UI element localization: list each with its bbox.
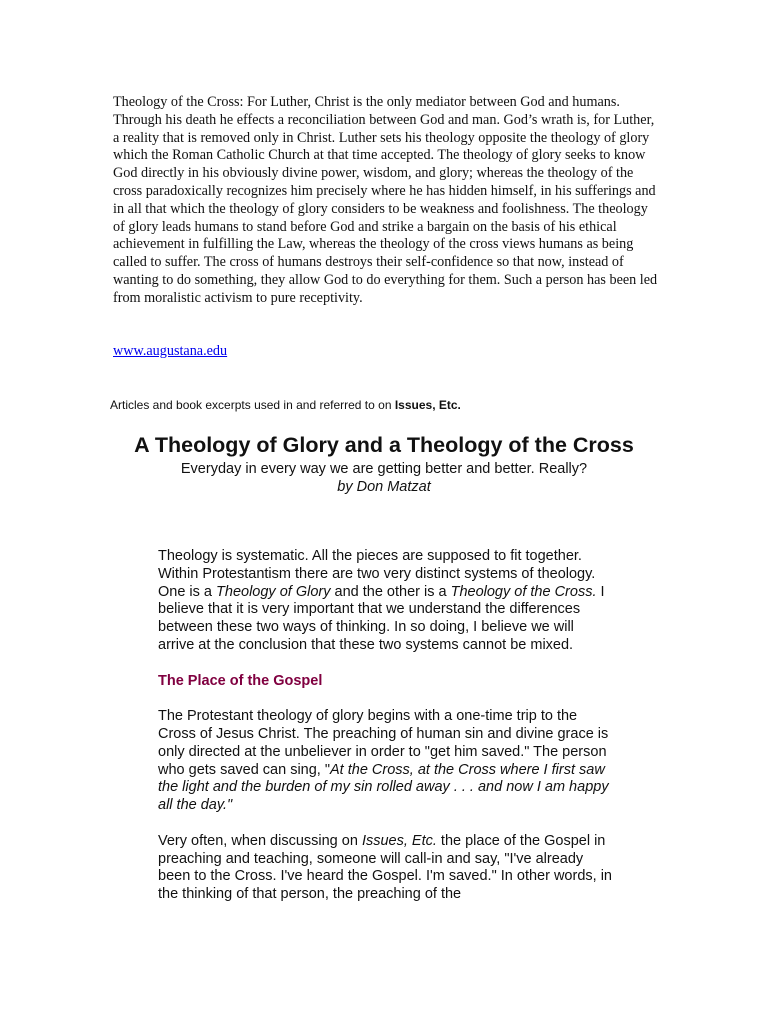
section-heading: The Place of the Gospel bbox=[158, 672, 323, 689]
paragraph-text: I believe that it is very important that we understand the differences between these two ways of thinking. In so doing, I believe we will arrive at the conclusion that these two systems cannot be mixed. bbox=[158, 583, 605, 653]
luther-definition bbox=[113, 94, 661, 308]
emphasis-text: Theology of Glory bbox=[216, 583, 331, 600]
paragraph-text: and the other is a bbox=[330, 583, 451, 600]
paragraph-text: Very often, when discussing on bbox=[158, 832, 362, 849]
body-paragraph bbox=[158, 708, 613, 815]
article-title: A Theology of Glory and a Theology of the Cross bbox=[134, 433, 634, 457]
article-subtitle: Everyday in every way we are getting better and better. Really? bbox=[180, 461, 588, 477]
augustana-link[interactable]: www.augustana.edu bbox=[113, 343, 228, 359]
paragraph-text: Theology is systematic. All the pieces are supposed to fit together. Within Protestantism there are two very distinct systems of theology. One is a bbox=[158, 548, 596, 600]
body-paragraph bbox=[158, 833, 613, 904]
emphasis-text: Issues, Etc. bbox=[361, 832, 437, 849]
article-header bbox=[0, 430, 768, 496]
paragraph-text: the place of the Gospel in preaching and teaching, someone will call-in and say, "I've already been to the Cross. I've heard the Gospel. I'm saved." In other words, in the thinking of that person, the preaching of the bbox=[158, 832, 612, 903]
intro-prefix: Articles and book excerpts used in and referred to on bbox=[110, 398, 395, 412]
paragraph-text: The Protestant theology of glory begins with a one-time trip to the Cross of Jesus Christ. The preaching of human sin and divine grace is only directed at the unbeliever in order to "get him saved." The person who gets saved can sing, " bbox=[158, 708, 609, 778]
program-name: Issues, Etc. bbox=[394, 398, 461, 412]
article-body bbox=[158, 548, 613, 922]
body-paragraph bbox=[158, 548, 613, 655]
emphasis-text: Theology of the Cross. bbox=[450, 583, 597, 600]
article-byline: by Don Matzat bbox=[337, 479, 431, 495]
hymn-quote: At the Cross, at the Cross where I first saw the light and the burden of my sin rolled away . . . and now I am happy all the day." bbox=[158, 761, 609, 814]
definition-paragraph: Theology of the Cross: For Luther, Christ is the only mediator between God and humans. Through his death he effects a reconciliation between God and man. God’s wrath is, for Luther, a reality that is removed only in Christ. Luther sets his theology opposite the theology of glory which the Roman Catholic Church at that time accepted. The theology of glory seeks to know God directly in his obviously divine power, wisdom, and glory; whereas the theology of the cross paradoxically recognizes him precisely where he has hidden himself, in his sufferings and in all that which the theology of glory considers to be weakness and foolishness. The theology of glory leads humans to stand before God and strike a bargain on the basis of his ethical achievement in fulfilling the Law, whereas the theology of the cross views humans as being called to suffer. The cross of humans destroys their self-confidence so that now, instead of wanting to do something, they allow God to do everything for them. Such a person has been led from moralistic activism to pure receptivity. bbox=[113, 94, 658, 306]
articles-intro bbox=[110, 397, 461, 413]
